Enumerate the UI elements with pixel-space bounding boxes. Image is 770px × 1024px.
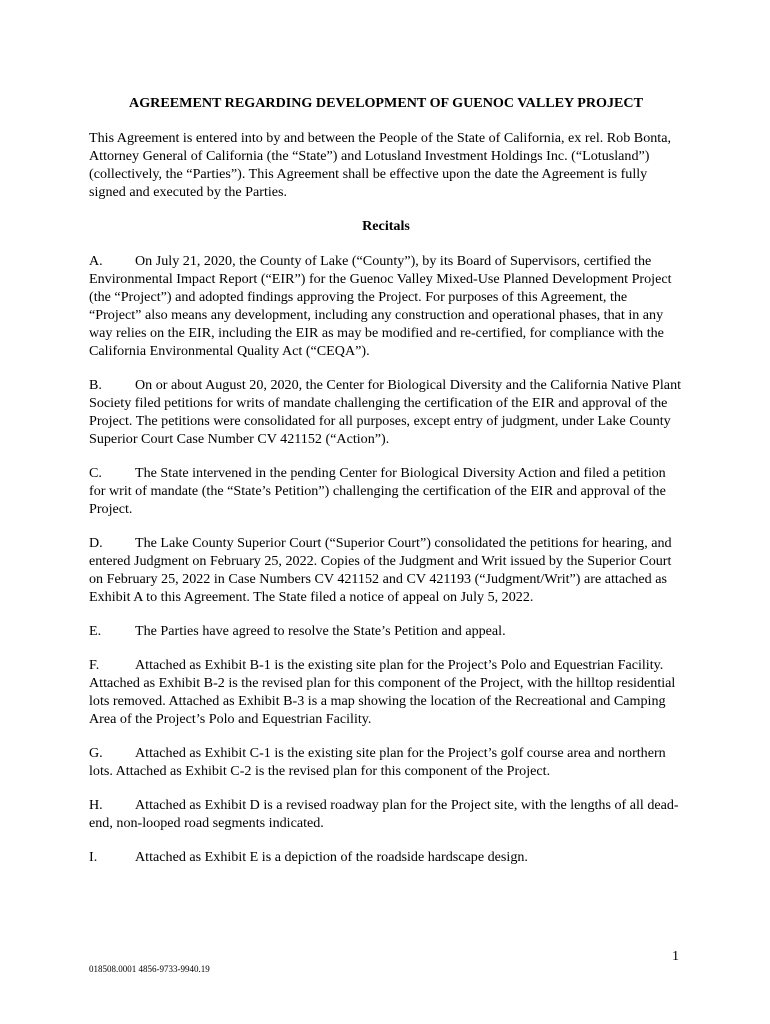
recital-text: On July 21, 2020, the County of Lake (“County”), by its Board of Supervisors, certified the Environmental Impact Report (“EIR”) for the Guenoc Valley Mixed-Use Planned Development Project (the “Project”) and adopted findings approving the Project. For purposes of this Agreement, the “Project” also means any development, including any construction and operational phases, that in any way relies on the EIR, including the EIR as may be modified and re-certified, for compliance with the California Environmental Quality Act (“CEQA”). — [89, 253, 672, 359]
recital-c — [89, 464, 683, 518]
recital-text: On or about August 20, 2020, the Center for Biological Diversity and the California Native Plant Society filed petitions for writs of mandate challenging the certification of the EIR and approval of the Project. The petitions were consolidated for all purposes, except entry of judgment, under Lake County Superior Court Case Number CV 421152 (“Action”). — [89, 377, 682, 447]
recital-d — [89, 534, 683, 606]
recital-letter: I. — [89, 849, 98, 865]
recital-letter: D. — [89, 535, 103, 551]
recital-a — [89, 252, 683, 360]
recital-letter: E. — [89, 623, 102, 639]
recital-letter: B. — [89, 377, 102, 393]
document-title: AGREEMENT REGARDING DEVELOPMENT OF GUENOC VALLEY PROJECT — [129, 95, 643, 111]
recitals-heading: Recitals — [362, 218, 410, 234]
recital-g — [89, 744, 683, 780]
page-number: 1 — [671, 948, 679, 964]
recital-letter: F. — [89, 657, 100, 673]
recital-i — [89, 848, 683, 866]
recital-text: The State intervened in the pending Center for Biological Diversity Action and filed a petition for writ of mandate (the “State’s Petition”) challenging the certification of the EIR and approval of the Project. — [89, 465, 666, 517]
recital-text: The Parties have agreed to resolve the State’s Petition and appeal. — [135, 623, 506, 639]
document-id-footer: 018508.0001 4856-9733-9940.19 — [89, 964, 210, 974]
recital-f — [89, 656, 683, 728]
recital-letter: H. — [89, 797, 103, 813]
recital-letter: A. — [89, 253, 103, 269]
recital-b — [89, 376, 683, 448]
recital-text: Attached as Exhibit B-1 is the existing site plan for the Project’s Polo and Equestrian Facility. Attached as Exhibit B-2 is the revised plan for this component of the Project, with the hilltop residential lots removed. Attached as Exhibit B-3 is a map showing the location of the Recreational and Camping Area of the Project’s Polo and Equestrian Facility. — [89, 657, 676, 727]
intro-paragraph: This Agreement is entered into by and between the People of the State of California, ex rel. Rob Bonta, Attorney General of California (the “State”) and Lotusland Investment Holdings Inc. (“Lotusland”) (collectively, the “Parties”). This Agreement shall be effective upon the date the Agreement is fully signed and executed by the Parties. — [89, 130, 671, 200]
recital-text: The Lake County Superior Court (“Superior Court”) consolidated the petitions for hearing, and entered Judgment on February 25, 2022. Copies of the Judgment and Writ issued by the Superior Court on February 25, 2022 in Case Numbers CV 421152 and CV 421193 (“Judgment/Writ”) are attached as Exhibit A to this Agreement. The State filed a notice of appeal on July 5, 2022. — [89, 535, 672, 605]
recital-h — [89, 796, 683, 832]
recital-letter: G. — [89, 745, 103, 761]
recital-letter: C. — [89, 465, 102, 481]
recital-e — [89, 622, 683, 640]
document-body — [89, 94, 683, 882]
recital-text: Attached as Exhibit D is a revised roadway plan for the Project site, with the lengths of all dead-end, non-looped road segments indicated. — [89, 797, 679, 831]
recital-text: Attached as Exhibit C-1 is the existing site plan for the Project’s golf course area and northern lots. Attached as Exhibit C-2 is the revised plan for this component of the Project. — [89, 745, 666, 779]
recital-text: Attached as Exhibit E is a depiction of the roadside hardscape design. — [135, 849, 528, 865]
